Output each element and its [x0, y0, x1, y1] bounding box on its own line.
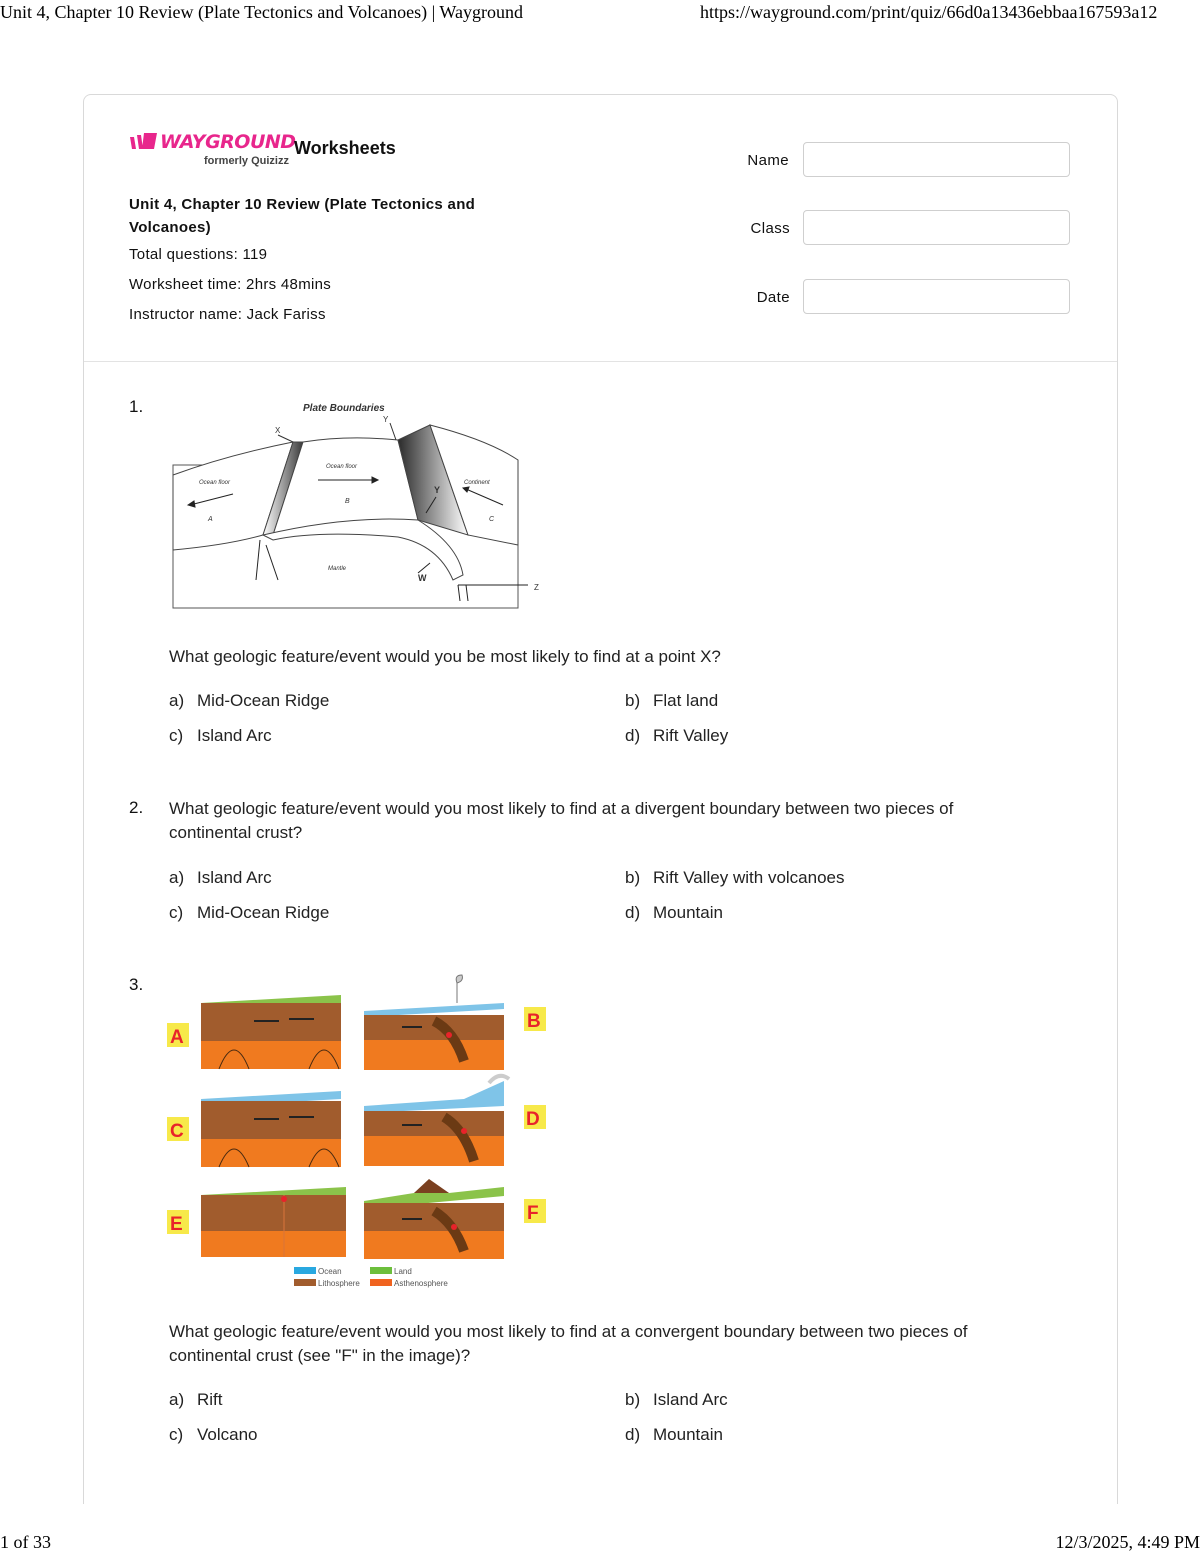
label-y-mid: Y — [434, 485, 441, 495]
question-2-option-b[interactable]: b) Rift Valley with volcanoes — [625, 868, 845, 887]
legend-ocean: Ocean — [318, 1267, 342, 1276]
panel-label-a: A — [170, 1027, 184, 1048]
worksheet-header — [84, 95, 1117, 362]
question-3-option-d[interactable]: d) Mountain — [625, 1425, 723, 1444]
question-1-option-d[interactable]: d) Rift Valley — [625, 726, 729, 745]
date-label: Date — [756, 289, 790, 306]
label-x: X — [275, 426, 281, 435]
question-3-option-a[interactable]: a) Rift — [169, 1390, 223, 1409]
label-a: A — [208, 516, 213, 523]
legend-land: Land — [394, 1267, 412, 1276]
worksheets-label: Worksheets — [294, 138, 396, 158]
class-field[interactable] — [803, 210, 1070, 245]
question-2-option-d[interactable]: d) Mountain — [625, 903, 723, 922]
worksheet-time: Worksheet time: 2hrs 48mins — [129, 276, 332, 293]
print-page-title: Unit 4, Chapter 10 Review (Plate Tectonics and Volcanoes) | Wayground — [0, 2, 523, 22]
figure-legend — [294, 1267, 448, 1288]
question-1-number: 1. — [129, 397, 144, 416]
logo-subtitle: formerly Quizizz — [204, 155, 289, 167]
wayground-logo — [130, 131, 296, 171]
date-field[interactable] — [803, 279, 1070, 314]
question-2-option-a[interactable]: a) Island Arc — [169, 868, 272, 887]
question-2-number: 2. — [129, 798, 144, 817]
instructor-name: Instructor name: Jack Fariss — [129, 306, 326, 323]
print-footer — [0, 1530, 1200, 1553]
legend-asthenosphere: Asthenosphere — [394, 1279, 448, 1288]
class-label: Class — [750, 220, 790, 237]
panel-b — [364, 975, 504, 1070]
panel-f — [364, 1179, 504, 1259]
plate-boundaries-diagram — [168, 395, 548, 620]
panel-e — [201, 1187, 346, 1257]
panel-c — [201, 1091, 341, 1167]
question-1-text: What geologic feature/event would you be most likely to find at a point X? — [169, 647, 721, 666]
label-c: C — [489, 516, 495, 523]
question-3-number: 3. — [129, 975, 144, 994]
worksheet-title: Unit 4, Chapter 10 Review (Plate Tectonics and Volcanoes) — [129, 196, 476, 236]
name-field[interactable] — [803, 142, 1070, 177]
panel-label-e: E — [170, 1214, 183, 1235]
panel-label-b: B — [527, 1011, 541, 1032]
label-mantle: Mantle — [328, 566, 347, 572]
print-header — [0, 0, 1200, 26]
panel-label-d: D — [526, 1109, 540, 1130]
label-ocean-floor-center: Ocean floor — [326, 464, 358, 470]
question-2-text: What geologic feature/event would you most likely to find at a divergent boundary between two pieces of continental crust? — [169, 799, 954, 842]
total-questions: Total questions: 119 — [129, 246, 268, 263]
question-1-option-a[interactable]: a) Mid-Ocean Ridge — [169, 691, 330, 710]
name-label: Name — [747, 152, 789, 169]
label-y-top: Y — [383, 415, 389, 424]
print-page-url: https://wayground.com/print/quiz/66d0a13436ebbaa167593a12 — [700, 2, 1158, 22]
legend-lithosphere: Lithosphere — [318, 1279, 360, 1288]
label-b: B — [345, 498, 350, 505]
label-ocean-floor-left: Ocean floor — [199, 480, 231, 486]
question-3-text: What geologic feature/event would you most likely to find at a convergent boundary between two pieces of continental crust (see "F" in the image)? — [169, 1322, 968, 1365]
question-2-option-c[interactable]: c) Mid-Ocean Ridge — [169, 903, 330, 922]
print-page-count: 1 of 33 — [0, 1532, 51, 1552]
panel-d — [364, 1076, 509, 1166]
question-1-option-b[interactable]: b) Flat land — [625, 691, 719, 710]
worksheet-card — [83, 94, 1118, 1504]
wayground-logo-icon — [130, 133, 158, 151]
question-3-option-c[interactable]: c) Volcano — [169, 1425, 258, 1444]
panel-a — [201, 995, 341, 1069]
label-z: Z — [534, 583, 539, 592]
panel-label-f: F — [527, 1203, 539, 1224]
logo-wordmark: WAYGROUND — [160, 131, 296, 153]
question-3-option-b[interactable]: b) Island Arc — [625, 1390, 728, 1409]
plate-boundary-types-figure — [164, 971, 549, 1296]
label-w: W — [418, 573, 427, 583]
label-continent: Continent — [464, 480, 490, 486]
panel-label-c: C — [170, 1121, 184, 1142]
print-datetime: 12/3/2025, 4:49 PM — [1055, 1532, 1200, 1552]
question-1-option-c[interactable]: c) Island Arc — [169, 726, 272, 745]
diagram-title: Plate Boundaries — [303, 403, 385, 414]
